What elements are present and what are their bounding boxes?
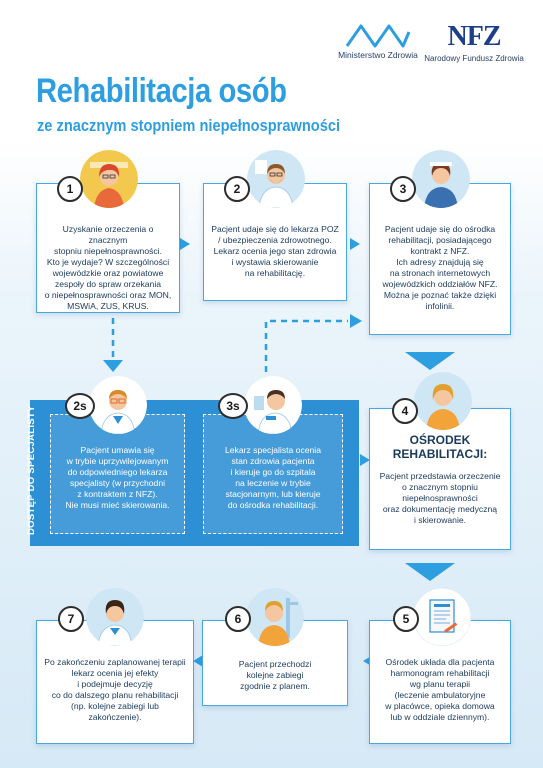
arrow-right-icon [350, 314, 362, 328]
step-4-badge: 4 [392, 398, 418, 424]
step-3-line: Ich adresy znajdują się [396, 257, 484, 267]
step-3s-badge: 3s [218, 393, 248, 419]
step-2-line: Pacjent udaje się do lekarza POZ [211, 224, 339, 234]
step-7-line: (np. kolejne zabiegi lub [71, 701, 159, 711]
step-6-line: kolejne zabiegi [246, 670, 304, 680]
step-3-line: infolinii. [425, 301, 455, 311]
chevron-down-icon [405, 563, 455, 581]
step-4-line: o znacznym stopniu [402, 482, 478, 492]
step-5-line: wg planu terapii [409, 679, 471, 689]
step-1-line: wojewódzkie oraz powiatowe [52, 268, 164, 278]
step-2-line: na rehabilitację. [244, 268, 306, 278]
step-4-heading: REHABILITACJI: [392, 447, 488, 461]
step-3-badge: 3 [390, 176, 416, 202]
step-3-line: rehabilitacji, posiadającego [388, 235, 492, 245]
step-4-line: Pacjent przedstawia orzeczenie [379, 471, 501, 481]
step-2s-line: specjalisty (w przychodni [69, 478, 166, 488]
page-subtitle: ze znacznym stopniem niepełnosprawności [37, 116, 341, 135]
step-3s-line: do ośrodka rehabilitacji. [227, 500, 319, 510]
step-1-line: Uzyskanie orzeczenia o znacznym [62, 224, 154, 245]
ministry-name: Ministerstwo Zdrowia [338, 50, 418, 60]
step-1-text [43, 224, 173, 312]
step-4-line: niepełnosprawności [402, 493, 478, 503]
step-7-line: Po zakończeniu zaplanowanej terapii [44, 657, 186, 667]
step-7-line: co do dalszego planu rehabilitacji [51, 690, 179, 700]
step-3-line: na stronach internetowych [389, 268, 491, 278]
step-2s-line: w trybie uprzywilejowanym [66, 456, 169, 466]
step-1-badge: 1 [57, 176, 83, 202]
step-6-line: zgodnie z planem. [240, 681, 310, 691]
step-3s-line: i kieruje go do szpitala [230, 467, 316, 477]
step-2s-text [57, 445, 178, 511]
step-2s-badge: 2s [65, 393, 95, 419]
lab-doctor-illustration [244, 376, 302, 434]
step-6-badge: 6 [225, 606, 251, 632]
step-7-line: lekarz ocenia jej efekty [71, 668, 159, 678]
step-2s-line: z kontraktem z NFZ). [77, 489, 158, 499]
rehab-nurse-illustration [414, 372, 472, 430]
specialist-access-label: DOSTĘP DO SPECJALISTY [26, 405, 37, 535]
step-4-line: i skierowanie. [413, 515, 467, 525]
woman-clerk-illustration [80, 150, 138, 208]
specialist-doctor-illustration [89, 376, 147, 434]
step-4-line: oraz dokumentację medyczną [382, 504, 498, 514]
step-2-line: / ubezpieczenia zdrowotnego. [218, 235, 332, 245]
step-5-line: harmonogram rehabilitacji [390, 668, 490, 678]
step-3-line: kontrakt z NFZ. [410, 246, 470, 256]
step-1-line: MSWiA, ZUS, KRUS. [67, 301, 149, 311]
step-5-line: (leczenie ambulatoryjne [394, 690, 486, 700]
step-6-text [209, 659, 341, 692]
doctor-illustration [247, 150, 305, 208]
step-1-line: Kto je wydaje? W szczególności [46, 257, 170, 267]
page-title: Rehabilitacja osób [36, 72, 287, 110]
step-2-badge: 2 [224, 176, 250, 202]
step-7-text [43, 657, 187, 723]
step-3s-line: stan zdrowia pacjenta [231, 456, 315, 466]
step-5-line: w placówce, opieka domowa [385, 701, 495, 711]
arrow-right-icon [180, 238, 190, 250]
step-5-line: lub w oddziale dziennym). [390, 712, 490, 722]
arrow-right-icon [350, 238, 360, 250]
step-3s-line: Lekarz specjalista ocenia [224, 445, 322, 455]
step-3-line: Pacjent udaje się do ośrodka [384, 224, 496, 234]
step-6-line: Pacjent przechodzi [238, 659, 312, 669]
step-3s-line: stacjonarnym, lub kieruje [225, 489, 321, 499]
document-schedule-illustration [413, 588, 471, 646]
evaluating-doctor-illustration [86, 588, 144, 646]
nfz-name: Narodowy Fundusz Zdrowia [424, 54, 524, 63]
step-2-line: Lekarz ocenia jego stan zdrowia [213, 246, 337, 256]
step-2-line: i wystawia skierowanie [231, 257, 319, 267]
step-1-line: stopniu niepełnosprawności. [54, 246, 162, 256]
step-2s-line: Nie musi mieć skierowania. [65, 500, 170, 510]
arrow-down-icon [103, 360, 123, 372]
step-3-text [376, 224, 504, 312]
step-3s-text [210, 445, 336, 511]
step-3s-line: na leczenie w trybie [235, 478, 311, 488]
therapy-patient-illustration [246, 588, 304, 646]
step-5-text [376, 657, 504, 723]
step-1-line: zespoły do spraw orzekania [54, 279, 162, 289]
step-7-line: zakończenie). [88, 712, 142, 722]
step-5-line: Ośrodek układa dla pacjenta [385, 657, 495, 667]
step-7-line: i podejmuje decyzję [77, 679, 153, 689]
step-3-line: Można je poznać także dzięki [383, 290, 497, 300]
step-5-badge: 5 [393, 606, 419, 632]
step-2-text [210, 224, 340, 279]
step-2s-line: Pacjent umawia się [80, 445, 155, 455]
step-1-line: o niepełnosprawności oraz MON, [44, 290, 172, 300]
step-2s-line: do odpowiedniego lekarza [67, 467, 168, 477]
step-4-heading: OŚRODEK [409, 433, 471, 447]
step-3-line: wojewódzkich oddziałów NFZ. [382, 279, 498, 289]
nfz-mark: NFZ [447, 21, 501, 52]
chevron-down-icon [405, 352, 455, 370]
receptionist-illustration [412, 150, 470, 208]
step-4-text [376, 433, 504, 526]
step-7-badge: 7 [58, 606, 84, 632]
